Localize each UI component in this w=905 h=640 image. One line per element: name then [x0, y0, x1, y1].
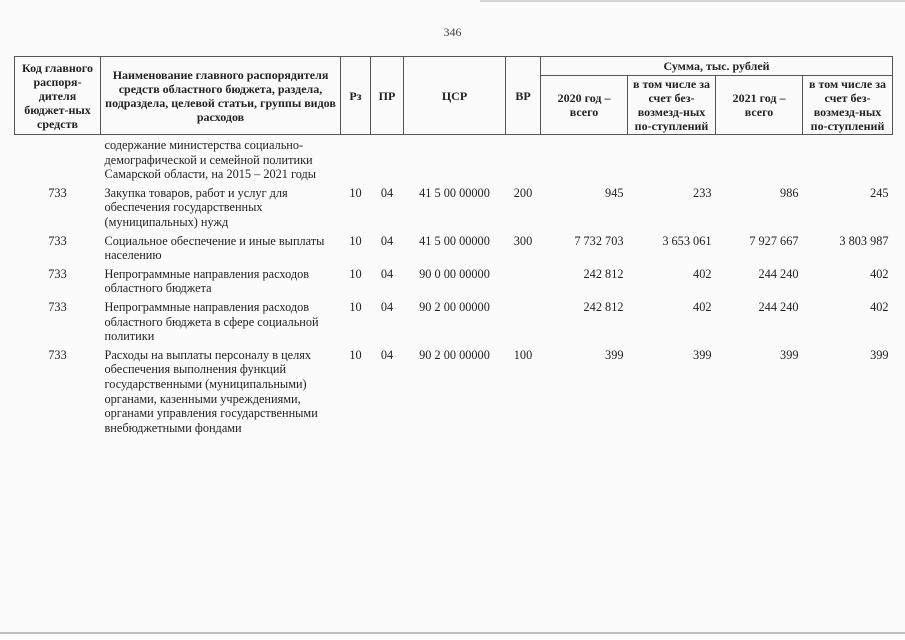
cell-free-2020: 3 653 061	[662, 233, 712, 248]
cell-total-2021: 7 927 667	[749, 233, 799, 248]
table-header	[15, 57, 893, 135]
cell-code: 733	[48, 299, 67, 314]
cell-code	[15, 135, 101, 182]
cell-pr: 04	[380, 347, 394, 362]
cell-rz: 10	[349, 266, 362, 281]
table-row	[15, 182, 893, 230]
cell-free-2021: 245	[870, 185, 889, 200]
cell-total-2021: 244 240	[758, 266, 799, 281]
cell-total-2020: 242 812	[583, 299, 624, 314]
cell-vr	[506, 263, 541, 296]
cell-free-2020: 399	[693, 347, 712, 362]
cell-pr: 04	[380, 266, 394, 281]
table-row	[15, 344, 893, 436]
header-free-2021: в том числе за счет без-возмезд-ных по-ступлений	[803, 76, 893, 135]
cell-csr: 41 5 00 00000	[419, 233, 490, 248]
table-row	[15, 263, 893, 296]
header-sum: Сумма, тыс. рублей	[541, 57, 893, 76]
cell-total-2020: 242 812	[583, 266, 624, 281]
cell-total-2020: 945	[605, 185, 624, 200]
cell-name: Закупка товаров, работ и услуг для обеспечения государственных (муниципальных) нужд	[104, 185, 288, 229]
cell-total-2021: 986	[780, 185, 799, 200]
cell-code: 733	[48, 347, 67, 362]
cell-csr: 90 0 00 00000	[419, 266, 490, 281]
cell-csr: 41 5 00 00000	[419, 185, 490, 200]
header-code: Код главного распоря-дителя бюджет-ных средств	[15, 57, 101, 135]
scan-bottom-edge	[0, 632, 905, 634]
budget-table	[14, 56, 893, 435]
header-free-2020: в том числе за счет без-возмезд-ных по-ступлений	[628, 76, 716, 135]
page-number: 346	[443, 25, 462, 39]
header-name: Наименование главного распорядителя средств областного бюджета, раздела, подраздела, целевой статьи, группы видов расходов	[101, 57, 341, 135]
cell-free-2021: 399	[870, 347, 889, 362]
scan-edge-shade	[480, 0, 905, 2]
cell-free-2020	[628, 135, 716, 182]
cell-free-2021	[803, 135, 893, 182]
table-row	[15, 296, 893, 344]
cell-free-2020: 402	[693, 299, 712, 314]
cell-rz: 10	[349, 299, 362, 314]
header-total-2020: 2020 год – всего	[541, 76, 628, 135]
header-vr: ВР	[506, 57, 541, 135]
cell-rz	[341, 135, 371, 182]
cell-free-2020: 233	[693, 185, 712, 200]
cell-pr: 04	[380, 185, 394, 200]
cell-name: Расходы на выплаты персоналу в целях обеспечения выполнения функций государственными (муниципальными) органами, казенными учреждениями, органами управления государственными внебюджетными фондами	[104, 347, 318, 435]
cell-code: 733	[48, 266, 67, 281]
cell-total-2021: 244 240	[758, 299, 799, 314]
header-rz: Рз	[341, 57, 371, 135]
cell-pr	[371, 135, 404, 182]
cell-free-2020: 402	[693, 266, 712, 281]
cell-code: 733	[48, 185, 67, 200]
cell-vr: 300	[513, 233, 533, 248]
cell-csr	[404, 135, 506, 182]
cell-name: Социальное обеспечение и иные выплаты населению	[104, 233, 325, 263]
cell-vr	[506, 296, 541, 344]
cell-rz: 10	[349, 233, 362, 248]
cell-total-2020: 399	[605, 347, 624, 362]
cell-csr: 90 2 00 00000	[419, 347, 490, 362]
cell-pr: 04	[380, 299, 394, 314]
cell-code: 733	[48, 233, 67, 248]
cell-vr	[506, 135, 541, 182]
table-body	[15, 135, 893, 436]
cell-free-2021: 402	[870, 266, 889, 281]
cell-free-2021: 402	[870, 299, 889, 314]
cell-vr: 200	[513, 185, 533, 200]
cell-rz: 10	[349, 347, 362, 362]
header-csr: ЦСР	[404, 57, 506, 135]
cell-free-2021: 3 803 987	[839, 233, 889, 248]
table-row	[15, 135, 893, 182]
cell-rz: 10	[349, 185, 362, 200]
cell-total-2020	[541, 135, 628, 182]
cell-total-2021	[716, 135, 803, 182]
cell-vr: 100	[513, 347, 533, 362]
cell-pr: 04	[380, 233, 394, 248]
cell-name: Непрограммные направления расходов областного бюджета в сфере социальной политики	[104, 299, 319, 344]
table-row	[15, 230, 893, 263]
header-total-2021: 2021 год – всего	[716, 76, 803, 135]
cell-name: Непрограммные направления расходов областного бюджета	[104, 266, 310, 296]
cell-name: содержание министерства социально-демографической и семейной политики Самарской области, на 2015 – 2021 годы	[104, 138, 317, 182]
cell-csr: 90 2 00 00000	[419, 299, 490, 314]
cell-total-2020: 7 732 703	[574, 233, 624, 248]
cell-total-2021: 399	[780, 347, 799, 362]
header-pr: ПР	[371, 57, 404, 135]
